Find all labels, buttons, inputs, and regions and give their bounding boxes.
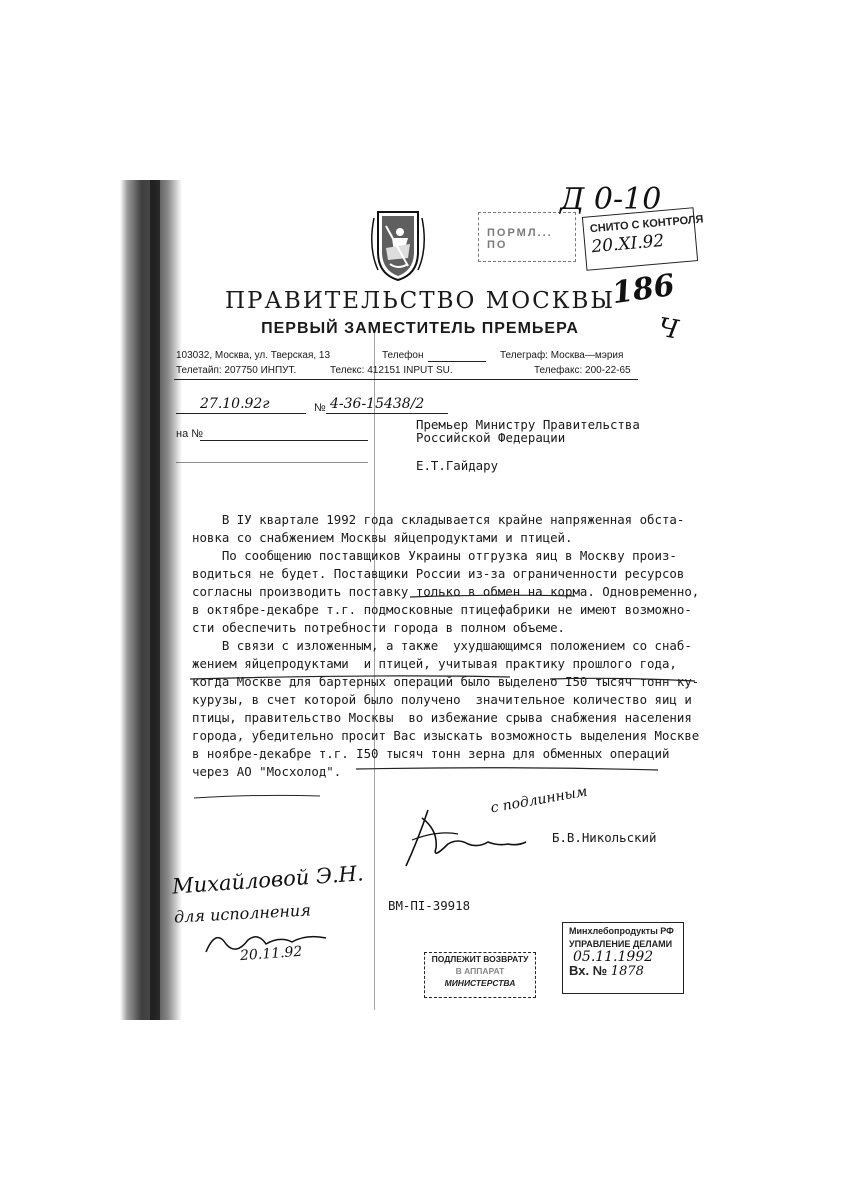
handwritten-code: Д 0-10 — [560, 182, 662, 217]
header-fax: Телефакс: 200-22-65 — [534, 365, 631, 376]
number-label: № — [314, 402, 326, 414]
header-teletype: Телетайп: 207750 ИНПУТ. — [176, 365, 297, 376]
addressee-block — [416, 418, 640, 472]
body-line: согласны производить поставку только в обмен на корма. Одновременно, — [192, 584, 700, 599]
header-phone-label: Телефон — [382, 350, 424, 361]
body-line: в ноябре-декабре т.г. I50 тысяч тонн зерна для обменных операций — [192, 746, 670, 761]
body-line: В связи с изложенным, а также ухудшающимся положением со снаб- — [192, 638, 692, 653]
body-line: в октябре-декабре т.г. подмосковные птицефабрики не имеют возможно- — [192, 602, 692, 617]
moscow-coat-of-arms-icon — [364, 208, 432, 284]
addressee-name: Е.Т.Гайдару — [416, 458, 499, 473]
reply-to-label: на № — [176, 428, 204, 440]
reply-to-line — [200, 440, 368, 441]
header-address: 103032, Москва, ул. Тверская, 13 — [176, 350, 331, 361]
reply-to-line-2 — [176, 462, 368, 463]
date-line — [176, 413, 306, 414]
body-line: через АО "Мосхолод". — [192, 764, 342, 779]
ministry-stamp: Минхлебопродукты РФ УПРАВЛЕНИЕ ДЕЛАМИ 05.11.1992 Вх. № 1878 — [562, 922, 684, 994]
body-line: птицы, правительство Москвы во избежание срыва снабжения населения — [192, 710, 692, 725]
addressee-line-2: Российской Федерации — [416, 430, 566, 445]
header-telex: Телекс: 412151 INPUT SU. — [330, 365, 453, 376]
body-line: По сообщению поставщиков Украины отгрузка яиц в Москву произ- — [192, 548, 677, 563]
letter-number: 4-36-15438/2 — [330, 396, 425, 412]
body-line: курузы, в счет которой было получено значительное количество яиц и — [192, 692, 692, 707]
body-line: водиться не будет. Поставщики России из-за ограниченности ресурсов — [192, 566, 685, 581]
signature-scribble — [398, 800, 538, 870]
body-line: жением яйцепродуктами и птицей, учитывая практику прошлого года, — [192, 656, 677, 671]
letter-date: 27.10.92г — [200, 396, 270, 412]
signatory-name: Б.В.Никольский — [552, 830, 657, 845]
body-line: сти обеспечить потребности города в полном объеме. — [192, 620, 565, 635]
header-telegraph: Телеграф: Москва—мэрия — [500, 350, 624, 361]
government-title: ПРАВИТЕЛЬСТВО МОСКВЫ — [224, 288, 616, 314]
handwritten-number: 186 — [609, 267, 677, 312]
government-subtitle: ПЕРВЫЙ ЗАМЕСТИТЕЛЬ ПРЕМЬЕРА — [261, 320, 579, 337]
number-line — [326, 413, 448, 414]
body-line: когда Москве для бартерных операций было выделено I50 тысяч тонн ку- — [192, 674, 700, 689]
resolution-instruction: для исполнения — [173, 900, 312, 927]
body-line: В IУ квартале 1992 года складывается крайне напряженная обста- — [192, 512, 685, 527]
header-divider — [174, 379, 638, 380]
apparatus-stamp: ПОДЛЕЖИТ ВОЗВРАТУ В АППАРАТ МИНИСТЕРСТВА — [424, 952, 536, 998]
handwritten-underlines — [180, 520, 700, 810]
control-stamp: СНИТО С КОНТРОЛЯ 20.XI.92 — [582, 207, 698, 271]
resolution-date: 20.11.92 — [239, 943, 303, 965]
signature-note: с подлинным — [489, 783, 589, 817]
handwritten-mark: Ч — [655, 312, 681, 346]
addressee-line-1: Премьер Министру Правительства — [416, 417, 640, 432]
document-code: ВМ-ПI-39918 — [388, 898, 471, 913]
resolution-assignee: Михайловой Э.Н. — [171, 861, 365, 899]
body-line: города, убедительно просит Вас изыскать возможность выделения Москве — [192, 728, 700, 743]
body-line: новка со снабжением Москвы яйцепродуктами и птицей. — [192, 530, 573, 545]
scan-shadow-line — [150, 180, 160, 1020]
phone-blank-line — [428, 361, 486, 362]
received-stamp: ПОРМЛ... ПО — [478, 212, 576, 262]
